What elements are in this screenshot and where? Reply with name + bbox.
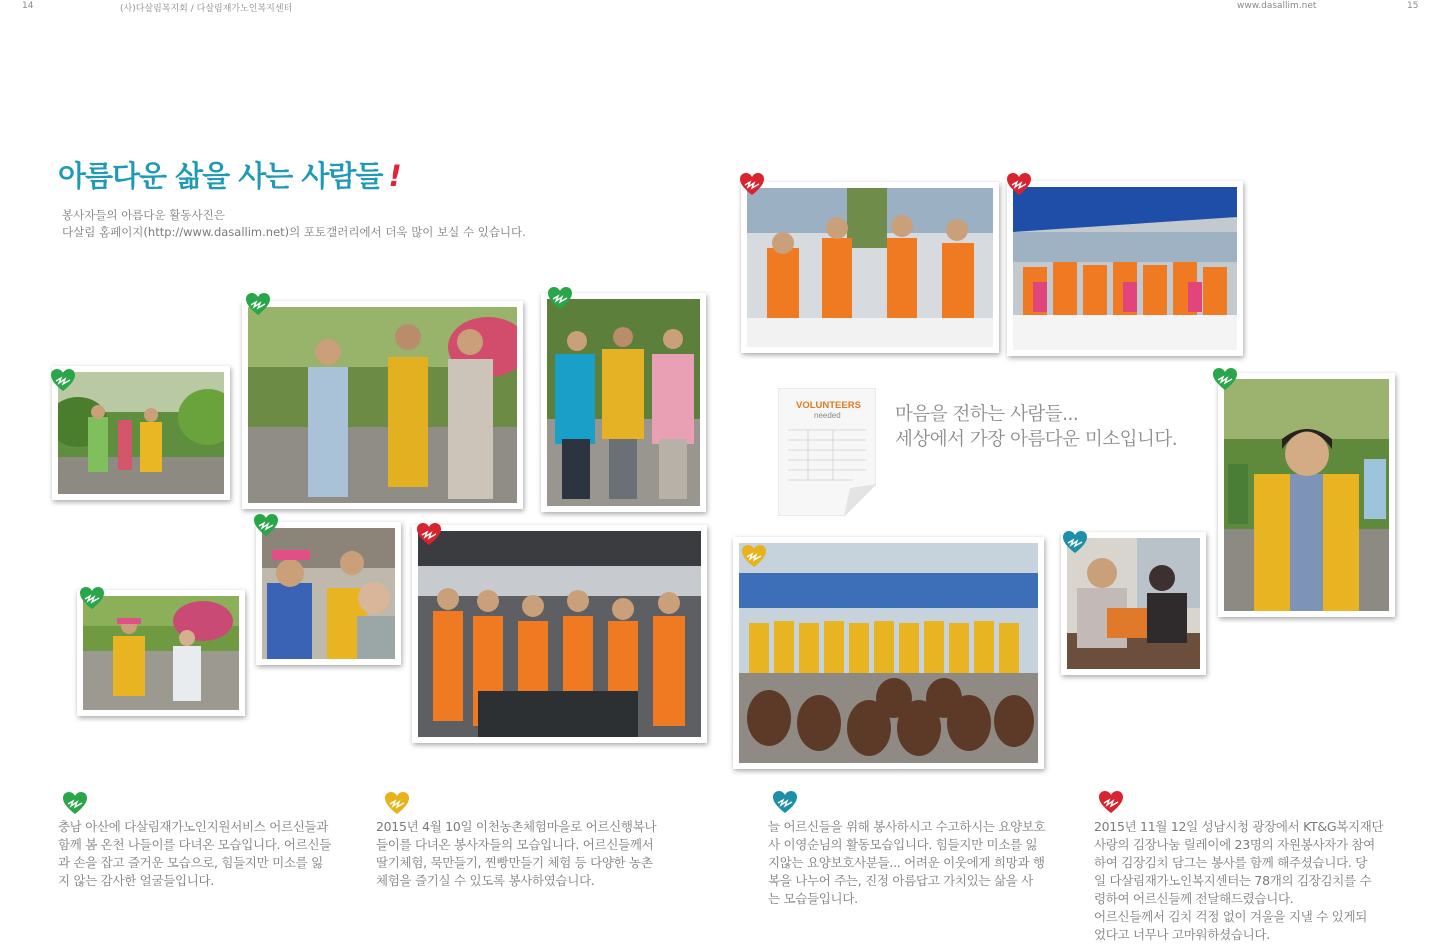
header-site: www.dasallim.net bbox=[1237, 1, 1317, 11]
yellow-heart-icon bbox=[741, 544, 767, 568]
photo-farm-group-jars bbox=[733, 537, 1044, 769]
green-heart-icon bbox=[253, 513, 279, 537]
caption-line: 늘 어르신들을 위해 봉사하시고 수고하시는 요양보호 bbox=[768, 819, 1046, 834]
caption-line: 체험을 즐기실 수 있도록 봉사하였습니다. bbox=[376, 873, 595, 888]
page-number-right: 15 bbox=[1407, 1, 1419, 11]
photo-spring-walk-group bbox=[242, 301, 523, 509]
red-heart-icon bbox=[416, 522, 442, 546]
volunteers-card-title: VOLUNTEERS bbox=[796, 400, 861, 411]
photo-kimchi-volunteers-top bbox=[741, 182, 999, 353]
red-heart-icon bbox=[739, 172, 765, 196]
caption-line: 복을 나누어 주는, 진정 아름답고 가치있는 삶을 사 bbox=[768, 873, 1033, 888]
green-heart-icon bbox=[79, 586, 105, 610]
volunteers-card-subtitle: needed bbox=[814, 411, 841, 420]
caption-line: 사 이영순님의 활동모습입니다. 힘들지만 미소를 잃 bbox=[768, 837, 1038, 852]
volunteers-needed-card bbox=[778, 388, 876, 516]
caption-farm-outing bbox=[376, 818, 668, 890]
caption-line: 하여 김장김치 담그는 봉사를 함께 해주셨습니다. 당 bbox=[1094, 855, 1367, 870]
quote bbox=[895, 402, 1177, 452]
teal-heart-icon bbox=[1062, 530, 1088, 554]
quote-line-2: 세상에서 가장 아름다운 미소입니다. bbox=[895, 429, 1178, 450]
caption-line: 는 모습들입니다. bbox=[768, 891, 858, 906]
caption-line: 령하여 어르신들께 전달해드렸습니다. bbox=[1094, 891, 1294, 906]
red-heart-icon bbox=[1006, 172, 1032, 196]
caption-line: 충남 아산에 다살림재가노인지원서비스 어르신들과 bbox=[58, 819, 329, 834]
photo-kimchi-tent-volunteers bbox=[412, 525, 707, 743]
caption-line: 었다고 너무나 고마워하셨습니다. bbox=[1094, 927, 1270, 942]
caption-line: 2015년 11월 12일 성남시청 광장에서 KT&G복지재단 bbox=[1094, 819, 1384, 834]
yellow-heart-icon bbox=[384, 791, 410, 815]
caption-line: 지않는 요양보호사분들... 어려운 이웃에게 희망과 행 bbox=[768, 855, 1045, 870]
caption-line: 과 손을 잡고 즐거운 모습으로, 힘들지만 미소를 잃 bbox=[58, 855, 323, 870]
green-heart-icon bbox=[547, 286, 573, 310]
red-heart-icon bbox=[1098, 790, 1124, 814]
caption-line: 일 다살림재가노인복지센터는 78개의 김장김치를 수 bbox=[1094, 873, 1372, 888]
caption-kimchi-relay bbox=[1094, 818, 1386, 944]
green-heart-icon bbox=[1212, 367, 1238, 391]
caption-line: 사랑의 김장나눔 릴레이에 23명의 자원봉사자가 참여 bbox=[1094, 837, 1375, 852]
page-number-left: 14 bbox=[22, 1, 34, 11]
green-heart-icon bbox=[245, 292, 271, 316]
caption-line: 어르신들께서 김치 걱정 없이 겨울을 지낼 수 있게되 bbox=[1094, 909, 1367, 924]
green-heart-icon bbox=[50, 368, 76, 392]
intro-line-1: 봉사자들의 아름다운 활동사진은 bbox=[62, 208, 225, 222]
caption-line: 딸기체험, 묵만들기, 찐빵만들기 체험 등 다양한 농촌 bbox=[376, 855, 653, 870]
caption-line: 함께 봄 온천 나들이를 다녀온 모습입니다. 어르신들 bbox=[58, 837, 331, 852]
page-title bbox=[58, 154, 401, 195]
photo-caregiver-portrait bbox=[1218, 373, 1395, 617]
caption-line: 지 않는 감사한 얼굴들입니다. bbox=[58, 873, 214, 888]
intro-line-2: 다살림 홈페이지(http://www.dasallim.net)의 포토갤러리에서 더욱 많이 보실 수 있습니다. bbox=[62, 225, 526, 239]
caption-caregiver bbox=[768, 818, 1060, 908]
teal-heart-icon bbox=[772, 790, 798, 814]
page-title-text: 아름다운 삶을 사는 사람들 bbox=[58, 159, 383, 193]
title-exclamation: ! bbox=[388, 159, 401, 193]
photo-spring-walk-small bbox=[52, 366, 230, 500]
header-org: (사)다살림복지회 / 다살림재가노인복지센터 bbox=[120, 4, 293, 14]
quote-line-1: 마음을 전하는 사람들... bbox=[895, 404, 1079, 425]
photo-spring-walk-three bbox=[541, 293, 706, 512]
caption-line: 2015년 4월 10일 이천농촌체험마을로 어르신행복나 bbox=[376, 819, 657, 834]
caption-spring-outing bbox=[58, 818, 350, 890]
green-heart-icon bbox=[62, 791, 88, 815]
photo-kimchi-square bbox=[1007, 181, 1243, 356]
caption-line: 들이를 다녀온 봉사자들의 모습입니다. 어르신들께서 bbox=[376, 837, 654, 852]
photo-selfie-visors bbox=[256, 522, 401, 665]
